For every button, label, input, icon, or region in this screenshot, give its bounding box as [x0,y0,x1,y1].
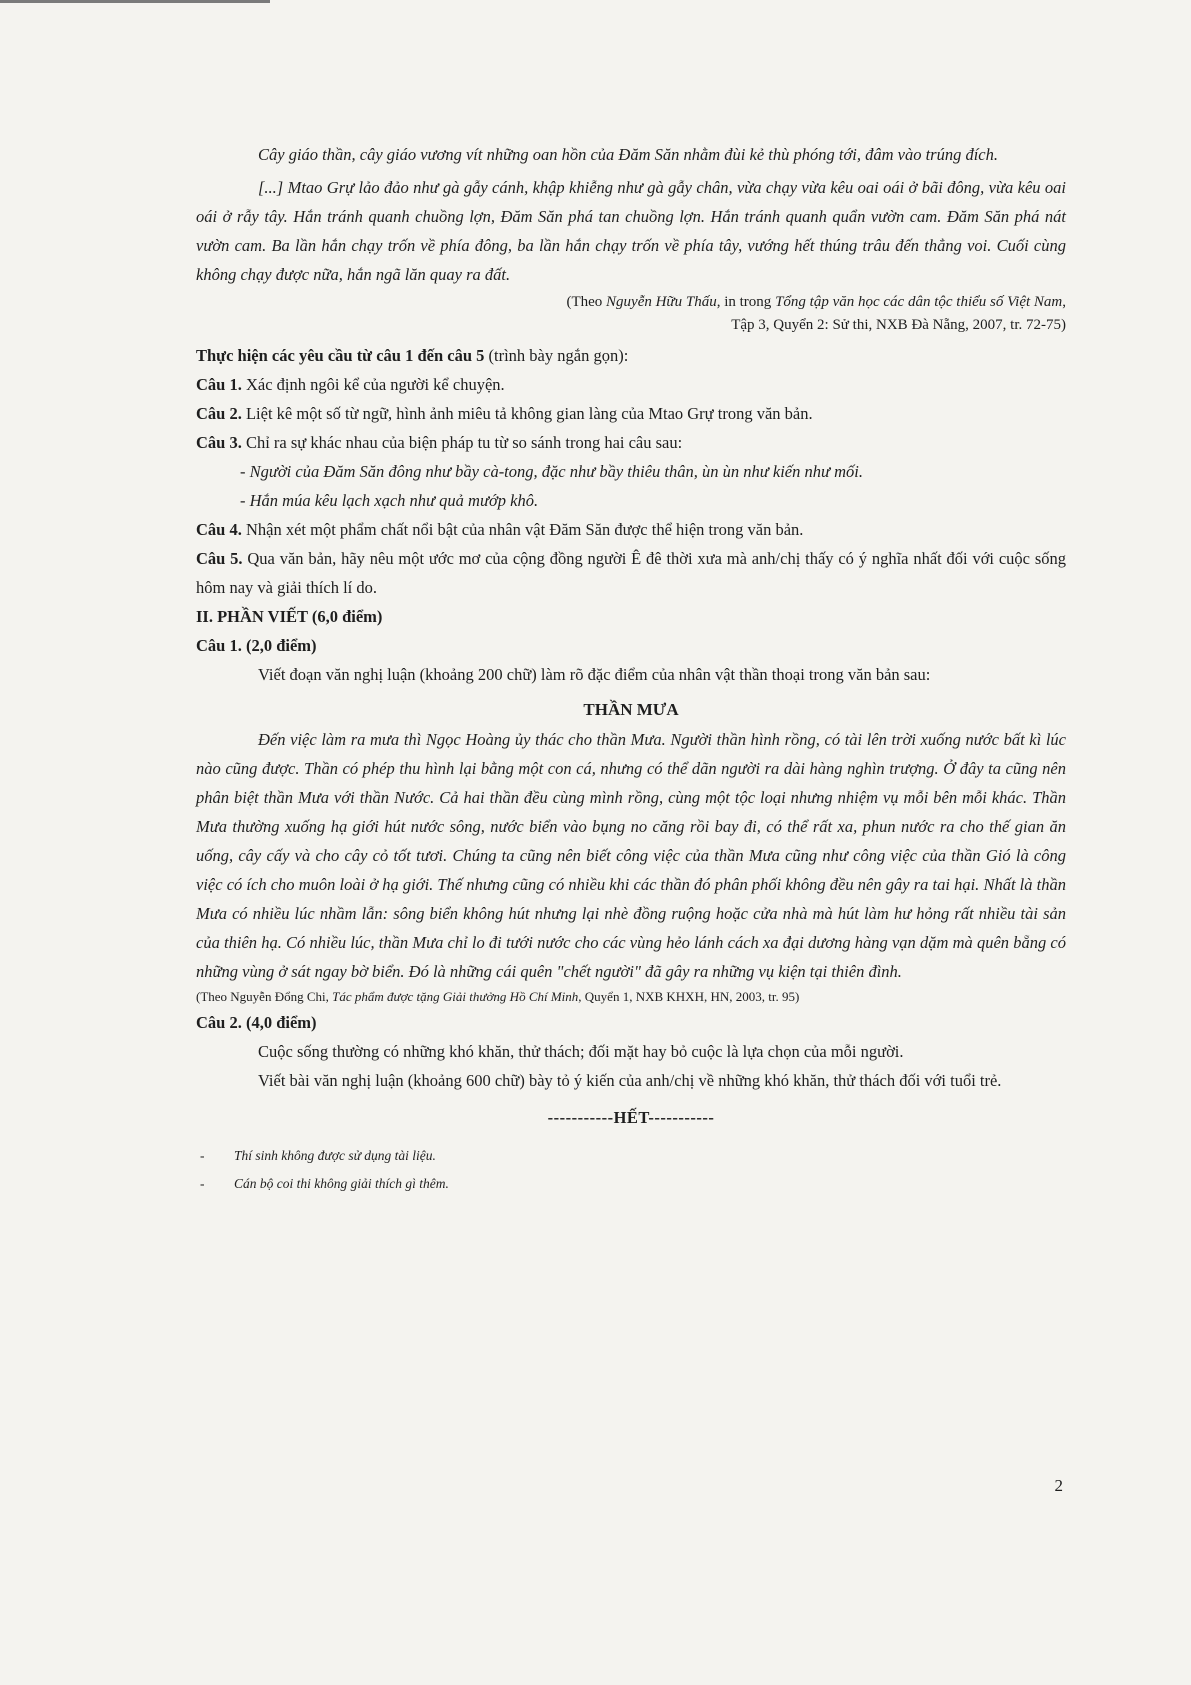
document-page [196,140,1066,1198]
passage-source: (Theo Nguyễn Hữu Thấu, in trong Tổng tập văn học các dân tộc thiểu số Việt Nam, Tập 3, Quyển 2: Sử thi, NXB Đà Nẵng, 2007, tr. 72-75) [566,294,1066,333]
question-5: Câu 5. Qua văn bản, hãy nêu một ước mơ của cộng đồng người Ê đê thời xưa mà anh/chị thấy có ý nghĩa nhất đối với cuộc sống hôm nay và giải thích lí do. [196,549,1066,597]
note-item: - Cán bộ coi thi không giải thích gì thêm. [200,1176,449,1191]
note-item: - Thí sinh không được sử dụng tài liệu. [200,1148,436,1163]
exam-notes [196,1142,1066,1198]
writing-question-2-text-1: Cuộc sống thường có những khó khăn, thử thách; đối mặt hay bỏ cuộc là lựa chọn của mỗi người. [258,1042,904,1061]
instructions: Thực hiện các yêu cầu từ câu 1 đến câu 5 (trình bày ngắn gọn): [196,346,629,365]
question-3: Câu 3. Chỉ ra sự khác nhau của biện pháp tu từ so sánh trong hai câu sau: [196,433,683,452]
q3-sentence-2: - Hắn múa kêu lạch xạch như quả mướp khô. [240,491,539,510]
end-mark: -----------HẾT----------- [547,1108,715,1127]
section-2-heading: II. PHẦN VIẾT (6,0 điểm) [196,607,383,626]
passage-source-line2: Tập 3, Quyển 2: Sử thi, NXB Đà Nẵng, 2007, tr. 72-75) [731,317,1066,333]
myth-title: THẦN MƯA [583,700,679,719]
page-number: 2 [1054,1476,1063,1495]
question-4: Câu 4. Nhận xét một phẩm chất nổi bật của nhân vật Đăm Săn được thể hiện trong văn bản. [196,520,804,539]
passage-paragraph-2: [...] Mtao Grự lảo đảo như gà gẫy cánh, khập khiễng như gà gẫy chân, vừa chạy vừa kêu oai oái ở bãi đông, vừa kêu oai oái ở rẫy tây. Hắn tránh quanh chuồng lợn, Đăm Săn phá tan chuồng lợn. Hắn tránh quanh quẩn vườn cam. Đăm Săn phá nát vườn cam. Ba lần hắn chạy trốn về phía đông, ba lần hắn chạy trốn về phía tây, vướng hết thúng trâu đến thẳng voi. Cuối cùng không chạy được nữa, hắn ngã lăn quay ra đất. [196,178,1066,284]
writing-question-1-label: Câu 1. (2,0 điểm) [196,636,317,655]
writing-question-1-text: Viết đoạn văn nghị luận (khoảng 200 chữ) làm rõ đặc điểm của nhân vật thần thoại trong văn bản sau: [258,665,931,684]
q3-sentence-1: - Người của Đăm Săn đông như bầy cà-tong, đặc như bầy thiêu thân, ùn ùn như kiến như mối. [240,462,863,481]
myth-text: Đến việc làm ra mưa thì Ngọc Hoàng ủy thác cho thần Mưa. Người thần hình rồng, có tài lên trời xuống nước bất kì lúc nào cũng được. Thần có phép thu hình lại bằng một con cá, nhưng có thể dãn người ra dài hàng nghìn trượng. Ở đây ta cũng nên phân biệt thần Mưa với thần Nước. Cả hai thần đều cùng mình rồng, cùng một tộc loại nhưng nhiệm vụ mỗi bên mỗi khác. Thần Mưa thường xuống hạ giới hút nước sông, nước biển vào bụng no căng rồi bay đi, có thể rất xa, phun nước ra cho thế gian ăn uống, cây cấy và cho cây cỏ tốt tươi. Chúng ta cũng nên biết công việc của thần Mưa cũng như công việc của thần Gió là công việc có ích cho muôn loài ở hạ giới. Thế nhưng cũng có nhiều khi các thần đó phân phối không đều nên gây ra tai hại. Nhất là thần Mưa có nhiều lúc nhầm lẫn: sông biển không hút nhưng lại nhè đồng ruộng hoặc cửa nhà mà hút làm hư hỏng rất nhiều tài sản của thiên hạ. Có nhiều lúc, thần Mưa chỉ lo đi tưới nước cho các vùng hẻo lánh cách xa đại dương hàng vạn dặm mà quên bẵng có những vùng ở sát ngay bờ biển. Đó là những cái quên "chết người" đã gây ra những vụ kiện tại thiên đình. [196,730,1066,981]
passage-paragraph-1: Cây giáo thần, cây giáo vương vít những oan hồn của Đăm Săn nhằm đùi kẻ thù phóng tới, đâm vào trúng đích. [258,145,998,164]
writing-question-2-label: Câu 2. (4,0 điểm) [196,1013,317,1032]
question-2: Câu 2. Liệt kê một số từ ngữ, hình ảnh miêu tả không gian làng của Mtao Grự trong văn bản. [196,404,813,423]
scan-edge-line [0,0,270,3]
writing-question-2-text-2: Viết bài văn nghị luận (khoảng 600 chữ) bày tỏ ý kiến của anh/chị về những khó khăn, thử thách đối với tuổi trẻ. [258,1071,1002,1090]
question-1: Câu 1. Xác định ngôi kể của người kể chuyện. [196,375,505,394]
myth-source: (Theo Nguyễn Đổng Chi, Tác phẩm được tặng Giải thưởng Hồ Chí Minh, Quyển 1, NXB KHXH, HN, 2003, tr. 95) [196,989,800,1004]
